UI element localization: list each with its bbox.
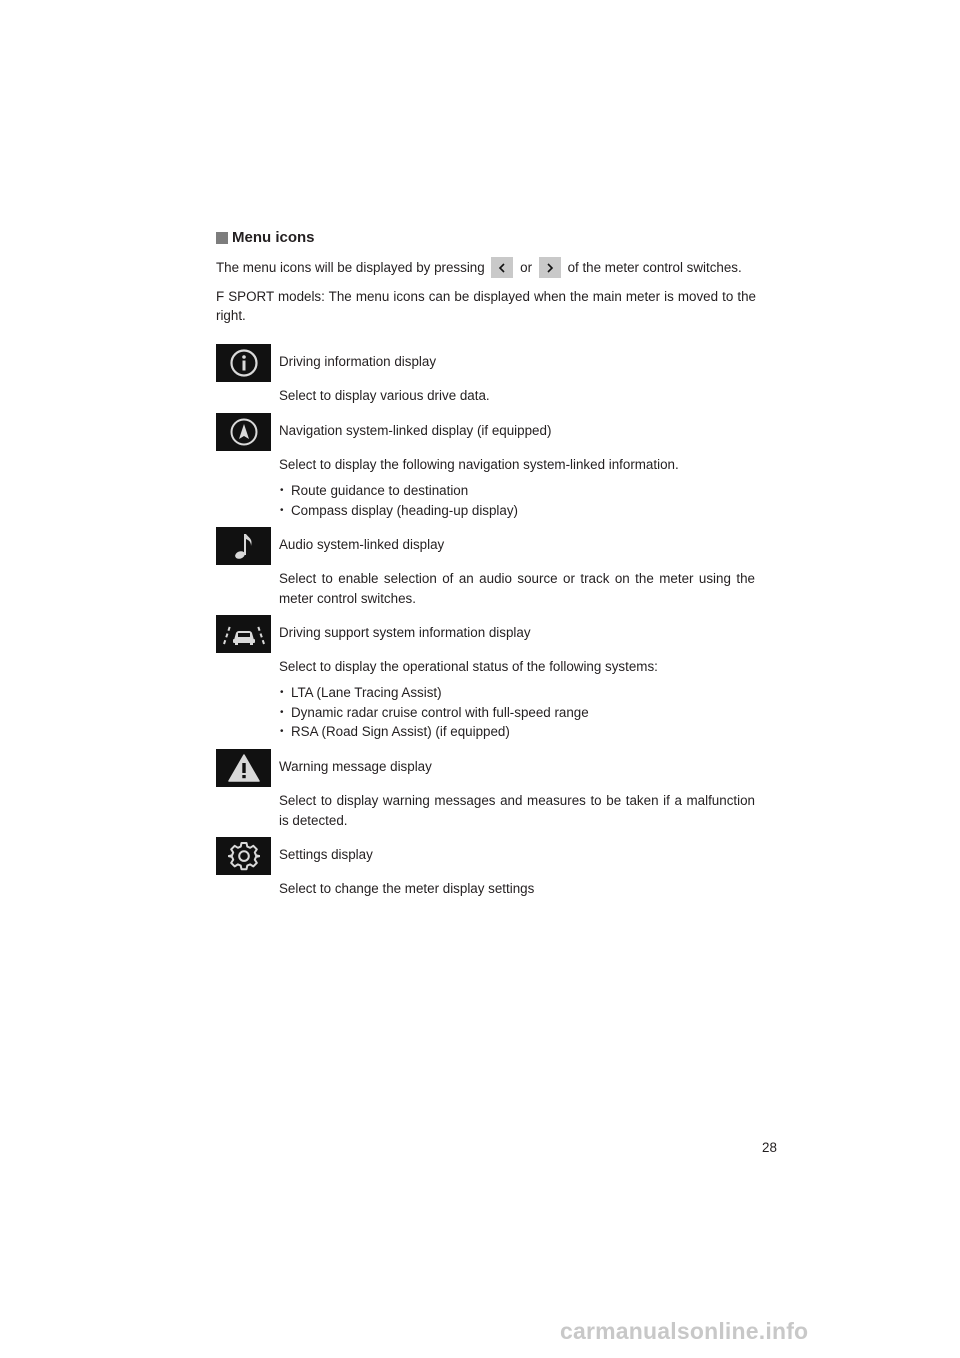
audio-icon-box <box>216 527 271 565</box>
navigation-description: Select to display the following navigation system-linked information. <box>279 457 679 472</box>
gear-icon <box>228 840 260 872</box>
driving-support-icon-box <box>216 615 271 653</box>
warning-label: Warning message display <box>279 759 432 774</box>
list-item: • Dynamic radar cruise control with full-speed range <box>279 703 755 723</box>
page-number: 28 <box>762 1140 777 1155</box>
section-title: Menu icons <box>232 229 315 246</box>
driving-support-bullet-list <box>279 683 755 742</box>
intro-paragraph <box>216 258 756 279</box>
intro-text-before: The menu icons will be displayed by pressing <box>216 260 485 276</box>
list-item: • LTA (Lane Tracing Assist) <box>279 683 755 703</box>
driving-info-description: Select to display various drive data. <box>279 388 490 403</box>
watermark-logo: carmanualsonline.info <box>560 1318 809 1344</box>
info-icon <box>229 348 259 378</box>
warning-description: Select to display warning messages and measures to be taken if a malfunction is detected. <box>279 793 755 828</box>
audio-description: Select to enable selection of an audio source or track on the meter using the meter control switches. <box>279 571 755 606</box>
chevron-right-button <box>539 257 561 278</box>
list-item: • RSA (Road Sign Assist) (if equipped) <box>279 722 755 742</box>
chevron-left-button <box>491 257 513 278</box>
heading-square-icon <box>216 232 228 244</box>
navigation-bullet-list <box>279 481 755 520</box>
intro-text-or: or <box>520 260 533 276</box>
f-sport-note: F SPORT models: The menu icons can be displayed when the main meter is moved to the right. <box>216 289 756 323</box>
navigation-arrow-icon <box>229 417 259 447</box>
chevron-right-icon <box>545 263 555 273</box>
navigation-icon-box <box>216 413 271 451</box>
intro-text-after: of the meter control switches. <box>567 260 742 276</box>
music-note-icon <box>229 530 259 562</box>
driving-info-icon-box <box>216 344 271 382</box>
list-item: • Route guidance to destination <box>279 481 755 501</box>
car-lane-icon <box>221 621 267 647</box>
settings-icon-box <box>216 837 271 875</box>
settings-description: Select to change the meter display settings <box>279 881 535 896</box>
navigation-label: Navigation system-linked display (if equipped) <box>279 423 552 438</box>
warning-triangle-icon <box>227 753 261 783</box>
warning-icon-box <box>216 749 271 787</box>
section-heading <box>216 229 315 246</box>
driving-support-label: Driving support system information display <box>279 625 531 640</box>
chevron-left-icon <box>497 263 507 273</box>
audio-label: Audio system-linked display <box>279 537 445 552</box>
driving-support-description: Select to display the operational status of the following systems: <box>279 659 658 674</box>
settings-label: Settings display <box>279 847 373 862</box>
driving-info-label: Driving information display <box>279 354 437 369</box>
list-item: • Compass display (heading-up display) <box>279 501 755 521</box>
